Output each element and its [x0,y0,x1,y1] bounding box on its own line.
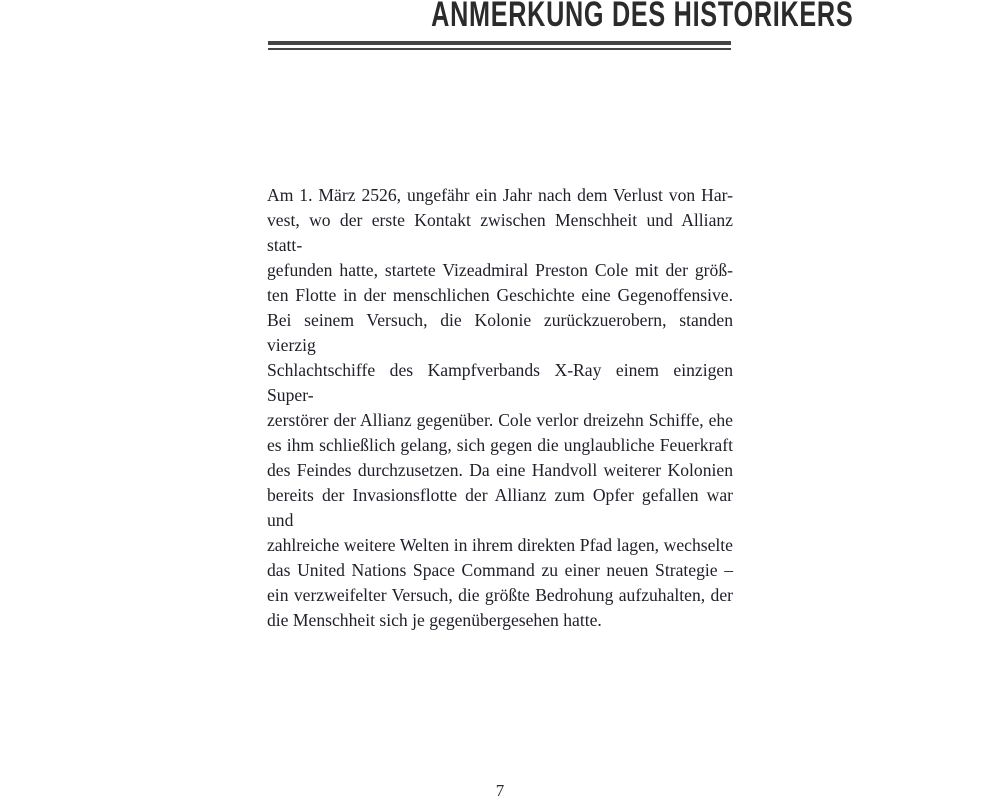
body-line: Am 1. März 2526, ungefähr ein Jahr nach dem Verlust von Har- [267,185,733,205]
body-line: zerstörer der Allianz gegenüber. Cole verlor dreizehn Schiffe, ehe [267,410,733,430]
body-line: gefunden hatte, startete Vizeadmiral Preston Cole mit der größ- [267,260,733,280]
body-line: ten Flotte in der menschlichen Geschichte eine Gegenoffensive. [267,285,733,305]
title-divider-rule [268,41,731,50]
body-line: zahlreiche weitere Welten in ihrem direkten Pfad lagen, wechselte [267,535,733,555]
body-line: vest, wo der erste Kontakt zwischen Menschheit und Allianz statt- [267,210,733,255]
body-line: Schlachtschiffe des Kampfverbands X-Ray einem einzigen Super- [267,360,733,405]
body-line: die Menschheit sich je gegenübergesehen hatte. [267,610,602,630]
body-line: des Feindes durchzusetzen. Da eine Handvoll weiterer Kolonien [267,460,733,480]
chapter-title-wrap [267,0,854,34]
body-line: es ihm schließlich gelang, sich gegen die unglaubliche Feuerkraft [267,435,733,455]
body-line: Bei seinem Versuch, die Kolonie zurückzuerobern, standen vierzig [267,310,733,355]
body-text [267,183,733,633]
body-line: bereits der Invasionsflotte der Allianz zum Opfer gefallen war und [267,485,733,530]
body-line: das United Nations Space Command zu einer neuen Strategie – [267,560,733,580]
body-line: ein verzweifelter Versuch, die größte Bedrohung aufzuhalten, der [267,585,733,605]
page-number: 7 [495,781,505,800]
chapter-title: ANMERKUNG DES HISTORIKERS [431,0,854,34]
